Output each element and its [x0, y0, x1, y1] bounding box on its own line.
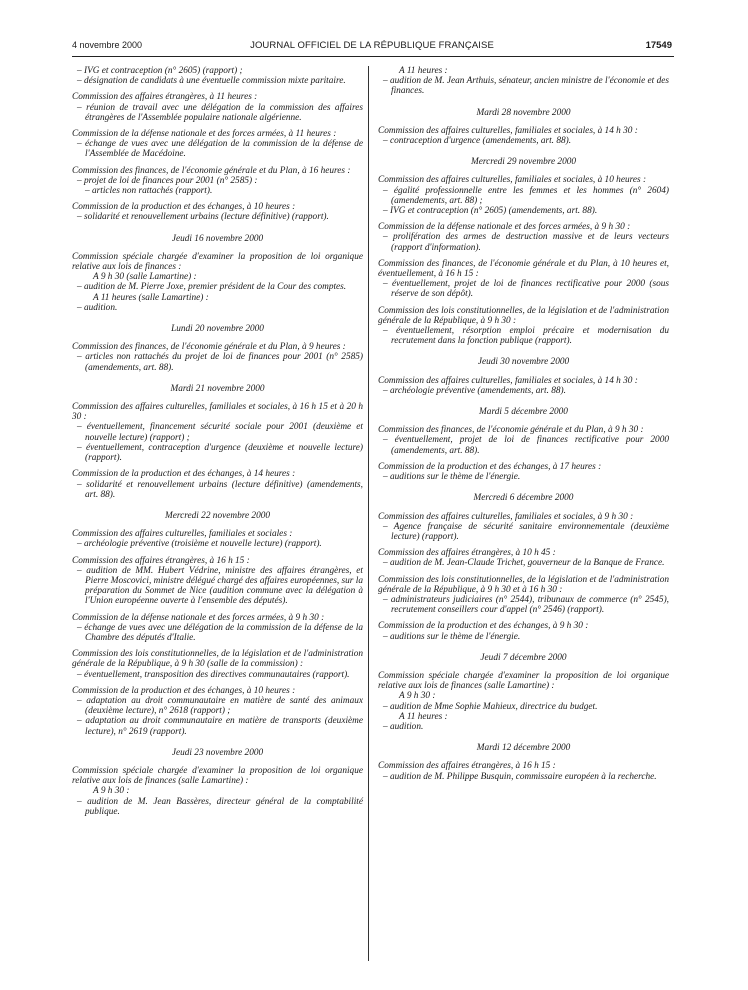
- agenda-entry: [72, 402, 363, 463]
- agenda-item: – éventuellement, projet de loi de finances rectificative pour 2000 (amendements, art. 88).: [383, 435, 669, 456]
- agenda-entry: [72, 342, 363, 373]
- agenda-item: – prolifération des armes de destruction massive et de leurs vecteurs (rapport d'information).: [383, 232, 669, 253]
- agenda-entry: [378, 575, 669, 616]
- committee-heading: Commission de la défense nationale et des forces armées, à 9 h 30 :: [72, 612, 325, 623]
- agenda-item: – éventuellement, résorption emploi précaire et modernisation du recrutement dans la fonction publique (rapport).: [383, 326, 669, 347]
- header-date: 4 novembre 2000: [72, 40, 143, 50]
- date-heading: Lundi 20 novembre 2000: [171, 324, 264, 335]
- agenda-entry: [72, 613, 363, 644]
- agenda-subitem: – articles non rattachés (rapport).: [85, 186, 213, 197]
- agenda-item: – adaptation au droit communautaire en matière de santé des animaux (deuxième lecture), n° 2618 (rapport) ;: [77, 695, 363, 717]
- agenda-item: – contraception d'urgence (amendements, art. 88).: [383, 136, 572, 147]
- agenda-item: – auditions sur le thème de l'énergie.: [383, 631, 521, 642]
- date-heading: Mercredi 6 décembre 2000: [473, 493, 574, 504]
- date-heading: Jeudi 23 novembre 2000: [171, 747, 264, 758]
- date-heading: Jeudi 16 novembre 2000: [171, 233, 264, 244]
- agenda-entry: [378, 671, 669, 732]
- agenda-item: – audition.: [383, 721, 424, 732]
- agenda-item: – audition de M. Jean Arthuis, sénateur, ancien ministre de l'économie et des finances.: [383, 76, 669, 97]
- agenda-entry: [72, 202, 363, 222]
- committee-heading: Commission des affaires culturelles, familiales et sociales, à 10 heures :: [378, 175, 647, 186]
- agenda-entry: [378, 126, 669, 146]
- agenda-item: – audition de M. Pierre Joxe, premier président de la Cour des comptes.: [77, 282, 347, 293]
- agenda-entry: [378, 66, 669, 97]
- agenda-entry: [378, 222, 669, 253]
- committee-heading: Commission des affaires culturelles, familiales et sociales, à 14 h 30 :: [378, 375, 638, 386]
- agenda-item: – solidarité et renouvellement urbains (lecture définitive) (amendements, art. 88).: [77, 479, 363, 500]
- time-slot: A 11 heures :: [399, 66, 448, 76]
- agenda-item: – archéologie préventive (troisième et nouvelle lecture) (rapport).: [77, 539, 322, 550]
- date-heading: Mardi 21 novembre 2000: [170, 383, 265, 394]
- agenda-entry: [72, 469, 363, 500]
- agenda-entry: [72, 686, 363, 737]
- journal-title: JOURNAL OFFICIEL DE LA RÉPUBLIQUE FRANÇAISE: [250, 40, 494, 51]
- agenda-entry: [378, 512, 669, 543]
- agenda-item: – solidarité et renouvellement urbains (lecture définitive) (rapport).: [77, 212, 329, 223]
- committee-heading: Commission des lois constitutionnelles, de la législation et de l'administration générale de la République, à 9 h 30 et à 16 h 30 :: [378, 574, 669, 595]
- committee-heading: Commission des finances, de l'économie générale et du Plan, à 9 h 30 :: [378, 425, 644, 436]
- agenda-item: – audition de MM. Hubert Védrine, ministre des affaires étrangères, et Pierre Moscovici, ministre délégué chargé des affaires européennes, sur la préparation du Sommet de Nice (audition commune avec la délégation à l'Union européenne ouverte à l'ensemble des députés).: [77, 565, 363, 607]
- committee-heading: Commission spéciale chargée d'examiner la proposition de loi organique relative aux lois de finances (salle Lamartine) :: [72, 765, 363, 787]
- agenda-item: – réunion de travail avec une délégation de la commission des affaires étrangères de l'Assemblée populaire nationale algérienne.: [77, 102, 363, 123]
- committee-heading: Commission des finances, de l'économie générale et du Plan, à 9 heures :: [72, 342, 346, 353]
- agenda-item: – éventuellement, transposition des directives communautaires (rapport).: [77, 669, 350, 680]
- date-heading: Jeudi 30 novembre 2000: [477, 357, 570, 368]
- date-heading: Jeudi 7 décembre 2000: [480, 652, 567, 663]
- committee-heading: Commission des lois constitutionnelles, de la législation et de l'administration générale de la République, à 9 h 30 :: [378, 305, 669, 326]
- committee-heading: Commission de la défense nationale et des forces armées, à 11 heures :: [72, 129, 337, 140]
- committee-heading: Commission des lois constitutionnelles, de la législation et de l'administration générale de la République, à 9 h 30 (salle de la commission) :: [72, 649, 363, 670]
- agenda-entry: [72, 529, 363, 549]
- agenda-item: – égalité professionnelle entre les femmes et les hommes (n° 2604) (amendements, art. 88) ;: [383, 185, 669, 206]
- agenda-item: – Agence française de sécurité sanitaire environnementale (deuxième lecture) (rapport).: [383, 521, 669, 542]
- agenda-item: – archéologie préventive (amendements, art. 88).: [383, 385, 566, 396]
- time-slot: A 9 h 30 (salle Lamartine) :: [93, 272, 197, 283]
- time-slot: A 11 heures (salle Lamartine) :: [93, 292, 209, 303]
- agenda-entry: [72, 556, 363, 607]
- committee-heading: Commission des finances, de l'économie générale et du Plan, à 10 heures et, éventuellement, à 16 h 15 :: [378, 258, 669, 280]
- committee-heading: Commission des affaires culturelles, familiales et sociales, à 16 h 15 et à 20 h 30 :: [72, 402, 363, 423]
- agenda-item: – éventuellement, financement sécurité sociale pour 2001 (deuxième et nouvelle lecture) (rapport) ;: [77, 422, 363, 443]
- header-rule: [72, 56, 674, 57]
- agenda-item: – IVG et contraception (n° 2605) (amendements, art. 88).: [383, 206, 598, 217]
- agenda-entry: [378, 376, 669, 396]
- agenda-entry: [378, 425, 669, 456]
- committee-heading: Commission spéciale chargée d'examiner la proposition de loi organique relative aux lois de finances :: [72, 251, 363, 273]
- agenda-item: – projet de loi de finances pour 2001 (n° 2585) :: [77, 175, 258, 186]
- agenda-entry: [378, 761, 669, 781]
- agenda-entry: [72, 766, 363, 817]
- agenda-item: – audition de Mme Sophie Mahieux, directrice du budget.: [383, 701, 598, 712]
- column-separator: [368, 66, 369, 961]
- agenda-item: – audition de M. Jean Bassères, directeur général de la comptabilité publique.: [77, 796, 363, 817]
- agenda-entry: [378, 175, 669, 216]
- date-heading: Mardi 12 décembre 2000: [476, 743, 571, 754]
- agenda-entry: [72, 129, 363, 160]
- date-heading: Mercredi 29 novembre 2000: [470, 157, 577, 168]
- committee-heading: Commission des affaires étrangères, à 10 h 45 :: [378, 548, 556, 559]
- committee-heading: Commission des affaires étrangères, à 16 h 15 :: [378, 761, 556, 772]
- agenda-item: – administrateurs judiciaires (n° 2544), tribunaux de commerce (n° 2545), recrutement conseillers cour d'appel (n° 2546) (rapport).: [383, 594, 669, 616]
- page-number: 17549: [645, 40, 672, 51]
- committee-heading: Commission de la production et des échanges, à 14 heures :: [72, 469, 296, 480]
- committee-heading: Commission spéciale chargée d'examiner la proposition de loi organique relative aux lois de finances (salle Lamartine) :: [378, 670, 669, 692]
- agenda-item: – articles non rattachés du projet de loi de finances pour 2001 (n° 2585) (amendements, art. 88).: [77, 352, 363, 373]
- agenda-entry: [378, 621, 669, 641]
- agenda-entry: [72, 166, 363, 197]
- committee-heading: Commission des finances, de l'économie générale et du Plan, à 16 heures :: [72, 165, 351, 176]
- agenda-item: – audition.: [77, 302, 118, 313]
- agenda-entry: [378, 462, 669, 482]
- date-heading: Mardi 5 décembre 2000: [479, 407, 568, 418]
- committee-heading: Commission de la production et des échanges, à 9 h 30 :: [378, 621, 589, 632]
- agenda-entry: [72, 66, 363, 86]
- agenda-item: – auditions sur le thème de l'énergie.: [383, 472, 521, 483]
- agenda-item: – adaptation au droit communautaire en matière de transports (deuxième lecture), n° 2619 (rapport).: [77, 716, 363, 737]
- committee-heading: Commission des affaires culturelles, familiales et sociales, à 9 h 30 :: [378, 511, 634, 522]
- page-header: [72, 40, 672, 52]
- agenda-item: – désignation de candidats à une éventuelle commission mixte paritaire.: [77, 76, 346, 87]
- agenda-entry: [378, 259, 669, 300]
- agenda-entry: [72, 649, 363, 680]
- committee-heading: Commission de la défense nationale et des forces armées, à 9 h 30 :: [378, 222, 631, 233]
- agenda-item: – éventuellement, contraception d'urgence (deuxième et nouvelle lecture) (rapport).: [77, 442, 363, 464]
- agenda-item: – audition de M. Philippe Busquin, commissaire européen à la recherche.: [383, 771, 657, 782]
- right-column: [378, 66, 669, 788]
- date-heading: Mardi 28 novembre 2000: [476, 107, 571, 118]
- committee-heading: Commission des affaires étrangères, à 11 heures :: [72, 92, 258, 103]
- agenda-entry: [378, 306, 669, 347]
- time-slot: A 9 h 30 :: [93, 786, 130, 797]
- agenda-item: – IVG et contraception (n° 2605) (rapport) ;: [77, 66, 243, 76]
- committee-heading: Commission des affaires étrangères, à 16 h 15 :: [72, 555, 250, 566]
- committee-heading: Commission de la production et des échanges, à 17 heures :: [378, 461, 602, 472]
- committee-heading: Commission de la production et des échanges, à 10 heures :: [72, 685, 296, 696]
- agenda-entry: [72, 92, 363, 123]
- committee-heading: Commission de la production et des échanges, à 10 heures :: [72, 202, 296, 213]
- committee-heading: Commission des affaires culturelles, familiales et sociales :: [72, 529, 293, 540]
- time-slot: A 9 h 30 :: [399, 691, 436, 702]
- agenda-entry: [72, 252, 363, 313]
- agenda-item: – éventuellement, projet de loi de finances rectificative pour 2000 (sous réserve de son dépôt).: [383, 279, 669, 300]
- committee-heading: Commission des affaires culturelles, familiales et sociales, à 14 h 30 :: [378, 125, 638, 136]
- agenda-item: – échange de vues avec une délégation de la commission de la défense de l'Assemblée de Macédoine.: [77, 139, 363, 160]
- agenda-entry: [378, 548, 669, 568]
- left-column: [72, 66, 363, 823]
- agenda-item: – audition de M. Jean-Claude Trichet, gouverneur de la Banque de France.: [383, 558, 665, 569]
- date-heading: Mercredi 22 novembre 2000: [164, 510, 271, 521]
- time-slot: A 11 heures :: [399, 711, 448, 722]
- agenda-item: – échange de vues avec une délégation de la commission de la défense de la Chambre des députés d'Italie.: [77, 622, 363, 643]
